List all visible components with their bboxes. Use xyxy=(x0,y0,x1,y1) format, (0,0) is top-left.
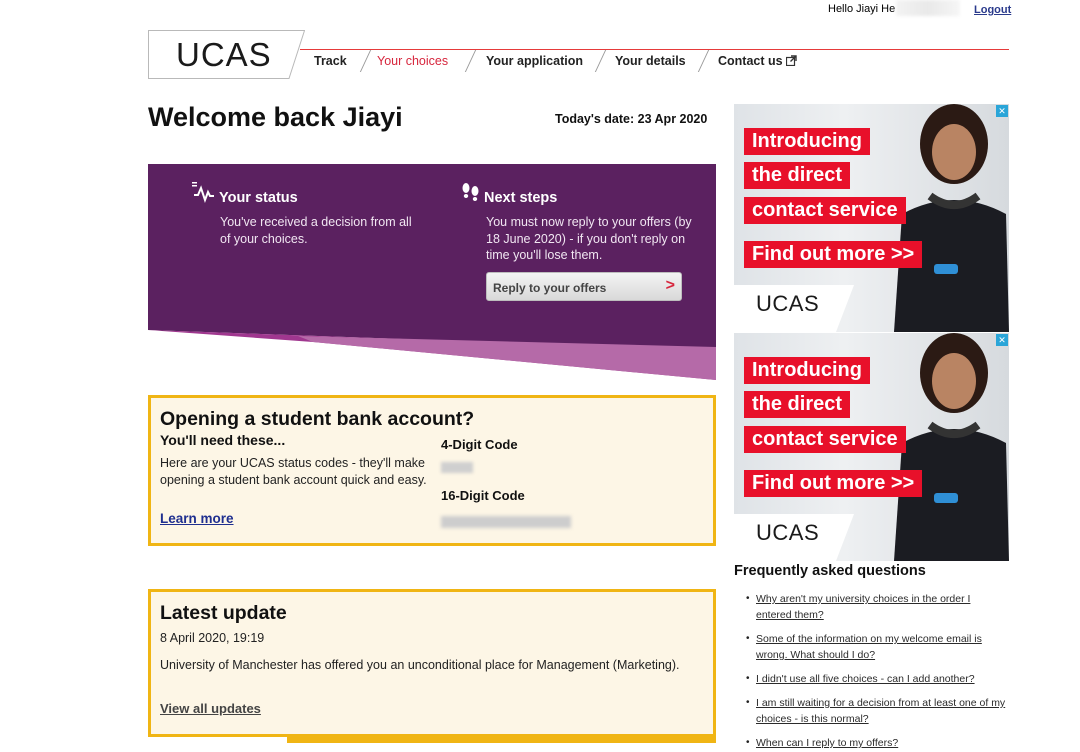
nav-separator xyxy=(360,50,371,72)
bullet: • xyxy=(746,737,750,748)
footsteps-icon xyxy=(460,182,482,204)
code4-redacted xyxy=(441,462,473,473)
ad-choices-icon[interactable]: ✕ xyxy=(996,105,1008,117)
ad-find-out-more[interactable]: Find out more >> xyxy=(744,470,922,497)
page-title: Welcome back Jiayi xyxy=(148,102,403,132)
ad-banner[interactable] xyxy=(734,333,1009,561)
bullet: • xyxy=(746,633,750,644)
ad-ucas-logo: UCAS xyxy=(756,291,820,316)
ad-choices-icon[interactable]: ✕ xyxy=(996,334,1008,346)
bullet: • xyxy=(746,697,750,708)
latest-update-date: 8 April 2020, 19:19 xyxy=(160,631,265,645)
reply-to-offers-button[interactable] xyxy=(486,272,682,301)
faq-item[interactable]: I didn't use all five choices - can I add another? xyxy=(756,673,975,685)
nav-track[interactable]: Track xyxy=(314,54,347,68)
ad-ucas-logo: UCAS xyxy=(756,520,820,545)
nav-separator xyxy=(698,50,709,72)
bullet: • xyxy=(746,673,750,684)
ucas-logo[interactable]: UCAS xyxy=(176,36,272,73)
nav-your-choices[interactable]: Your choices xyxy=(377,54,449,68)
bullet: • xyxy=(746,593,750,604)
today-date: Today's date: 23 Apr 2020 xyxy=(555,112,708,126)
ad-headline-3: contact service xyxy=(744,426,906,453)
redacted-name-blur xyxy=(896,0,960,16)
faq-item[interactable]: Why aren't my university choices in the order I entered them? xyxy=(756,593,971,621)
nav-your-application[interactable]: Your application xyxy=(486,54,583,68)
next-steps-title: Next steps xyxy=(484,190,558,206)
external-link-icon xyxy=(786,55,797,66)
code16-redacted xyxy=(441,516,571,528)
ad-headline-1: Introducing xyxy=(744,128,870,155)
ad-headline-2: the direct xyxy=(744,391,850,418)
ad-headline-3: contact service xyxy=(744,197,906,224)
bank-box-title: Opening a student bank account? xyxy=(160,408,475,430)
logout-link[interactable]: Logout xyxy=(974,4,1012,16)
status-pulse-icon xyxy=(192,182,216,204)
faq-item[interactable]: When can I reply to my offers? xyxy=(756,737,899,749)
latest-update-title: Latest update xyxy=(160,602,287,624)
faq-title: Frequently asked questions xyxy=(734,563,926,579)
ad-find-out-more[interactable]: Find out more >> xyxy=(744,241,922,268)
faq-item[interactable]: Some of the information on my welcome email is wrong. What should I do? xyxy=(756,633,982,661)
latest-update-body: University of Manchester has offered you an unconditional place for Management (Marketing). xyxy=(160,658,680,672)
code4-label: 4-Digit Code xyxy=(441,437,518,452)
status-title: Your status xyxy=(219,190,298,206)
ad-headline-2: the direct xyxy=(744,162,850,189)
nav-underline xyxy=(300,49,1009,50)
code16-label: 16-Digit Code xyxy=(441,488,525,503)
chevron-right-icon: > xyxy=(665,277,675,294)
nav-separator xyxy=(595,50,606,72)
next-steps-body: You must now reply to your offers (by 18 June 2020) - if you don't reply on time you'll lose them. xyxy=(486,215,692,262)
nav-separator xyxy=(465,50,476,72)
view-all-updates-link[interactable]: View all updates xyxy=(160,701,261,716)
status-body: You've received a decision from all of your choices. xyxy=(220,215,412,246)
update-box-accent xyxy=(287,736,716,743)
learn-more-link[interactable]: Learn more xyxy=(160,511,234,526)
bank-box-body: Here are your UCAS status codes - they'll make opening a student bank account quick and easy. xyxy=(160,456,427,487)
ad-headline-1: Introducing xyxy=(744,357,870,384)
nav-your-details[interactable]: Your details xyxy=(615,54,686,68)
user-greeting: Hello Jiayi He xyxy=(828,3,896,15)
bank-box-subtitle: You'll need these... xyxy=(160,432,286,448)
reply-button-label: Reply to your offers xyxy=(493,281,607,295)
nav-contact-us[interactable] xyxy=(718,54,797,68)
faq-item[interactable]: I am still waiting for a decision from at least one of my choices - is this normal? xyxy=(756,697,1006,725)
nav-contact-label: Contact us xyxy=(718,54,783,68)
ad-banner[interactable] xyxy=(734,104,1009,332)
